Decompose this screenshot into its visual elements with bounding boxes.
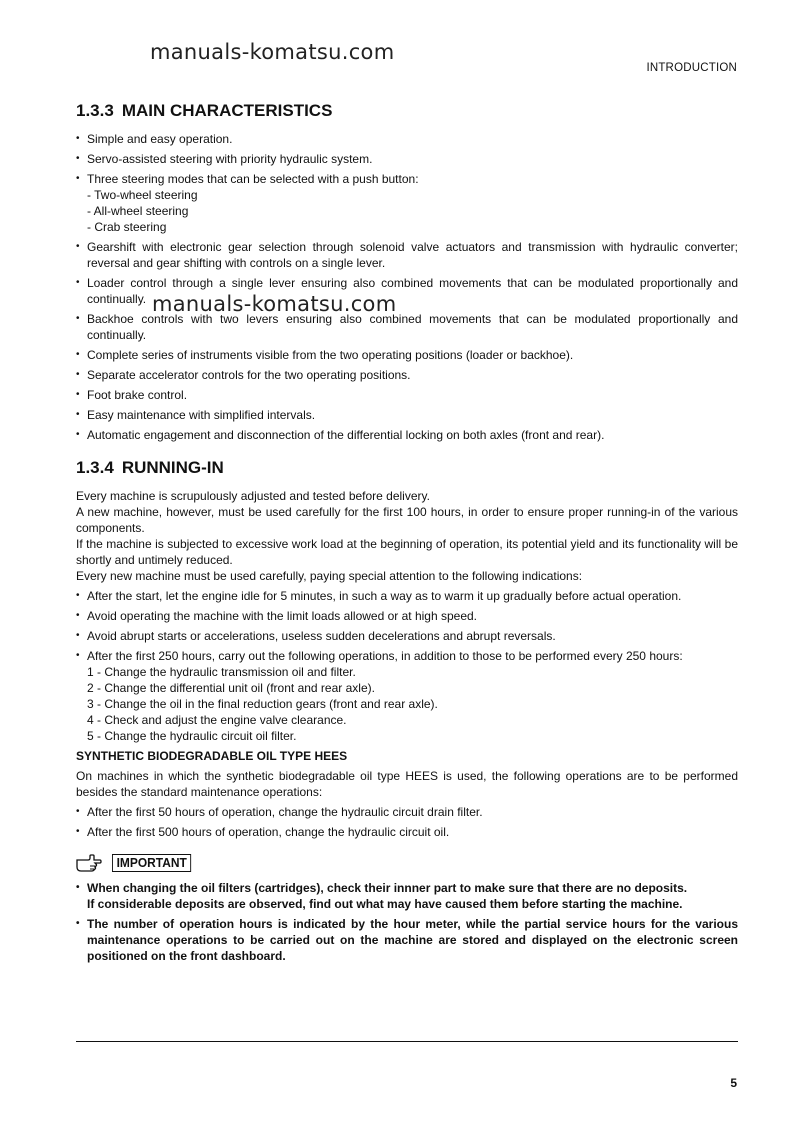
sub-item: - All-wheel steering — [87, 204, 189, 218]
list-item — [76, 171, 738, 235]
list-item — [76, 628, 738, 644]
synthetic-oil-list — [76, 804, 738, 840]
sub-item: If considerable deposits are observed, find out what may have caused them before starting the machine. — [87, 897, 683, 911]
list-item — [76, 131, 738, 147]
list-item-text: Separate accelerator controls for the two operating positions. — [87, 368, 411, 382]
list-item-text: When changing the oil filters (cartridges), check their innner part to make sure that there are no deposits. — [87, 881, 688, 895]
watermark-middle: manuals-komatsu.com — [152, 292, 397, 316]
list-item-text: After the start, let the engine idle for 5 minutes, in such a way as to warm it up gradually before actual operation. — [87, 589, 682, 603]
important-label: IMPORTANT — [112, 854, 191, 872]
list-item — [76, 648, 738, 744]
list-item-text: Gearshift with electronic gear selection through solenoid valve actuators and transmission with hydraulic converter; reversal and gear shifting with controls on a single lever. — [87, 240, 738, 270]
list-item-text: After the first 500 hours of operation, change the hydraulic circuit oil. — [87, 825, 450, 839]
page-content — [76, 100, 738, 968]
section-heading-main-characteristics — [76, 100, 738, 122]
list-item — [76, 804, 738, 820]
list-item — [76, 151, 738, 167]
section-title: RUNNING-IN — [121, 458, 224, 477]
subheading-synthetic-oil: SYNTHETIC BIODEGRADABLE OIL TYPE HEES — [76, 749, 348, 763]
characteristics-list — [76, 131, 738, 443]
list-item-text: Avoid operating the machine with the limit loads allowed or at high speed. — [87, 609, 478, 623]
list-item — [76, 347, 738, 363]
list-item-text: Three steering modes that can be selected with a push button: — [87, 172, 419, 186]
list-item-text: Backhoe controls with two levers ensuring also combined movements that can be modulated proportionally and continually. — [87, 312, 738, 342]
sub-item: - Two-wheel steering — [87, 188, 198, 202]
list-item — [76, 407, 738, 423]
sub-item: - Crab steering — [87, 220, 167, 234]
list-item — [76, 916, 738, 964]
list-item — [76, 880, 738, 912]
list-item — [76, 275, 738, 307]
list-item — [76, 608, 738, 624]
list-item — [76, 311, 738, 343]
paragraph: Every new machine must be used carefully, paying special attention to the following indications: — [76, 569, 583, 583]
important-list — [76, 880, 738, 964]
list-item-text: After the first 250 hours, carry out the following operations, in addition to those to be performed every 250 hours: — [87, 649, 683, 663]
paragraph: If the machine is subjected to excessive work load at the beginning of operation, its potential yield and its functionality will be shortly and untimely reduced. — [76, 537, 738, 567]
sub-item: 1 - Change the hydraulic transmission oil and filter. — [87, 665, 356, 679]
list-item-text: Simple and easy operation. — [87, 132, 233, 146]
running-in-list — [76, 588, 738, 744]
list-item — [76, 824, 738, 840]
paragraph: On machines in which the synthetic biodegradable oil type HEES is used, the following operations are to be performed besides the standard maintenance operations: — [76, 769, 738, 799]
sub-item: 4 - Check and adjust the engine valve clearance. — [87, 713, 347, 727]
list-item-text: Easy maintenance with simplified intervals. — [87, 408, 316, 422]
list-item-text: Complete series of instruments visible from the two operating positions (loader or backhoe). — [87, 348, 574, 362]
list-item — [76, 239, 738, 271]
section-title: MAIN CHARACTERISTICS — [121, 101, 333, 120]
list-item — [76, 387, 738, 403]
list-item-text: Loader control through a single lever ensuring also combined movements that can be modulated proportionally and continually. — [87, 276, 738, 306]
pointing-hand-icon — [76, 854, 102, 872]
header-section-label: INTRODUCTION — [646, 62, 737, 74]
sub-item: 3 - Change the oil in the final reduction gears (front and rear axle). — [87, 697, 438, 711]
list-item-text: Avoid abrupt starts or accelerations, useless sudden decelerations and abrupt reversals. — [87, 629, 556, 643]
paragraph: Every machine is scrupulously adjusted and tested before delivery. — [76, 489, 430, 503]
list-item — [76, 588, 738, 604]
list-item — [76, 367, 738, 383]
paragraph: A new machine, however, must be used carefully for the first 100 hours, in order to ensure proper running-in of the various components. — [76, 505, 738, 535]
section-number: 1.3.4 — [76, 458, 114, 477]
list-item-text: Servo-assisted steering with priority hydraulic system. — [87, 152, 373, 166]
section-number: 1.3.3 — [76, 101, 114, 120]
sub-item: 5 - Change the hydraulic circuit oil filter. — [87, 729, 297, 743]
footer-divider — [76, 1041, 738, 1042]
sub-item: 2 - Change the differential unit oil (front and rear axle). — [87, 681, 375, 695]
section-heading-running-in — [76, 457, 738, 479]
list-item-text: After the first 50 hours of operation, change the hydraulic circuit drain filter. — [87, 805, 483, 819]
page-number: 5 — [730, 1076, 737, 1090]
list-item-text: Automatic engagement and disconnection of the differential locking on both axles (front and rear). — [87, 428, 605, 442]
list-item-text: Foot brake control. — [87, 388, 188, 402]
watermark-top: manuals-komatsu.com — [150, 40, 395, 64]
list-item-text: The number of operation hours is indicated by the hour meter, while the partial service hours for the various maintenance operations to be carried out on the machine are stored and displayed on the electronic screen positioned on the front dashboard. — [87, 917, 738, 963]
list-item — [76, 427, 738, 443]
important-notice — [76, 854, 738, 872]
